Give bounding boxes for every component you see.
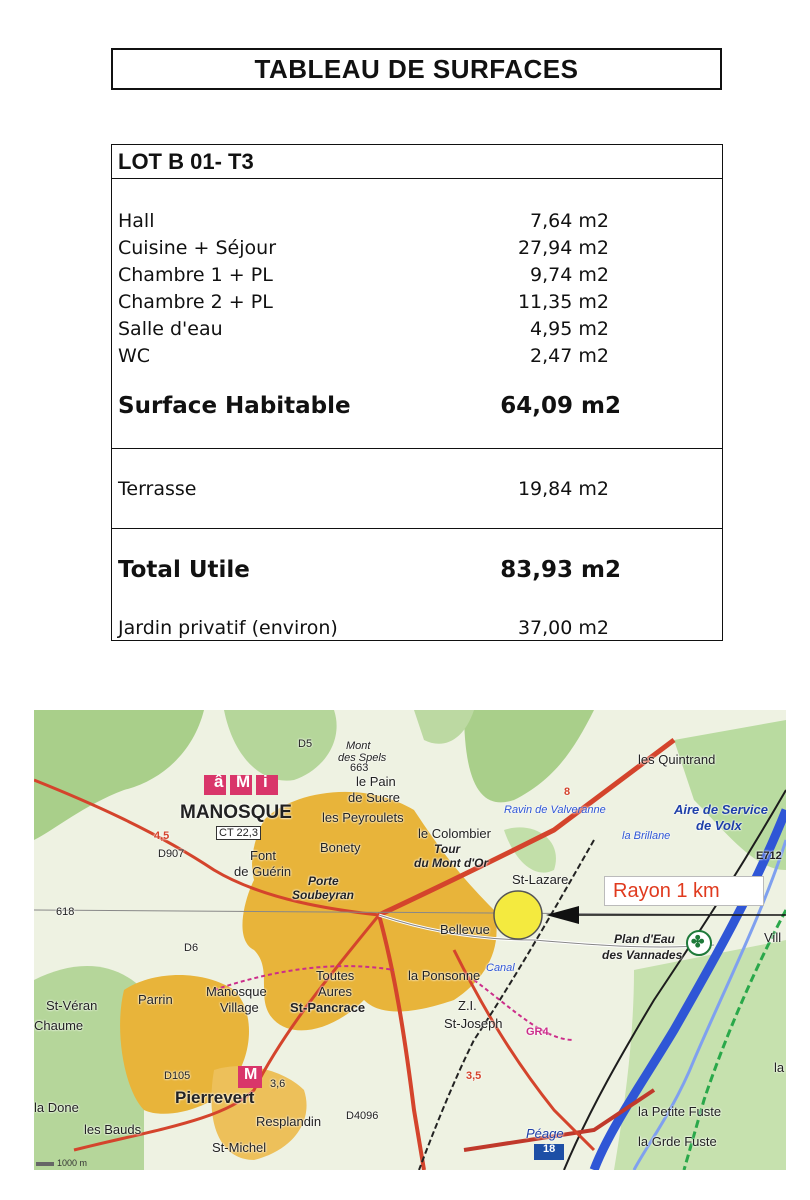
la-petite-fuste-label: la Petite Fuste — [638, 1104, 722, 1119]
manosque-village-label: Village — [220, 1000, 259, 1015]
km-label: 3,5 — [466, 1070, 482, 1082]
tour-label: Tour — [434, 842, 461, 856]
spot-height-label: 3,6 — [270, 1078, 286, 1090]
km-label: 4,5 — [154, 830, 170, 842]
la-ponsonne-label: la Ponsonne — [408, 968, 481, 983]
e712-label: E712 — [756, 850, 782, 862]
la-grde-fuste-label: la Grde Fuste — [638, 1134, 717, 1149]
aire-service-label: Aire de Service — [674, 802, 768, 817]
road-label: D6 — [184, 942, 199, 954]
parrin-label: Parrin — [138, 992, 173, 1007]
page-title: TABLEAU DE SURFACES — [111, 48, 722, 90]
info-icon: â — [214, 772, 224, 791]
porte-soubeyran-label: Porte — [308, 874, 339, 888]
peage-label: Péage — [526, 1126, 564, 1141]
mont-des-spels-label: Mont — [346, 740, 371, 752]
mont-des-spels-label: des Spels — [338, 752, 387, 764]
rooms-list — [118, 208, 722, 370]
location-map — [34, 710, 786, 1170]
spot-height-label: 663 — [350, 762, 369, 774]
divider — [112, 528, 722, 529]
chaume-label: Chaume — [34, 1018, 84, 1033]
bellevue-label: Bellevue — [440, 922, 490, 937]
le-pain-label: de Sucre — [348, 790, 401, 805]
toutes-aures-label: Toutes — [316, 968, 355, 983]
room-row: Salle d'eau 4,95 m2 — [118, 318, 609, 340]
gr4-label: GR4 — [526, 1026, 549, 1038]
road-label: D105 — [164, 1070, 191, 1082]
canal-label: Canal — [486, 962, 515, 974]
km-label: 8 — [564, 786, 571, 798]
room-row: Chambre 2 + PL 11,35 m2 — [118, 291, 609, 313]
font-de-guerin-label: de Guérin — [234, 864, 292, 879]
st-joseph-label: St-Joseph — [444, 1016, 503, 1031]
room-row: WC 2,47 m2 — [118, 345, 609, 367]
road-label: D4096 — [346, 1110, 379, 1122]
le-pain-label: le Pain — [356, 774, 396, 789]
les-bauds-label: les Bauds — [84, 1122, 142, 1137]
le-colombier-label: le Colombier — [418, 826, 491, 841]
zi-label: Z.I. — [458, 998, 477, 1013]
info-icon: i — [263, 772, 268, 791]
divider — [112, 448, 722, 449]
st-lazare-label: St-Lazare — [512, 872, 569, 887]
map-scale: 1000 m — [36, 1158, 87, 1168]
manosque-label: MANOSQUE — [180, 802, 292, 823]
surface-table: LOT B 01- T3 Hall 7,64 m2 Cuisine + Séjour 27,94 m2 Chambre 1 + PL 9,74 m2 Chambre 2 + PL 11,35 m2 Salle d'eau 4,95 m2 WC 2,47 m2 Surface Habitable 64,09 m2 Terrasse 19,84 m2 Total Utile 83,93 m2 Jardin privatif (environ) 37,00 m2 — [111, 144, 723, 641]
a18-label: 18 — [543, 1143, 556, 1155]
marker-icon: M — [244, 1066, 258, 1083]
spot-height-label: 618 — [56, 906, 75, 918]
plan-eau-label: Plan d'Eau — [614, 932, 675, 946]
font-de-guerin-label: Font — [250, 848, 277, 863]
mont-dor-label: du Mont d'Or — [414, 856, 489, 870]
manosque-village-label: Manosque — [206, 984, 267, 999]
waterpark-icon: ✤ — [691, 934, 705, 951]
st-veran-label: St-Véran — [46, 998, 98, 1013]
marker-icon: M — [236, 772, 251, 791]
room-row: Chambre 1 + PL 9,74 m2 — [118, 264, 609, 286]
porte-soubeyran-label: Soubeyran — [292, 888, 355, 902]
st-michel-label: St-Michel — [212, 1140, 267, 1155]
river-label: la Brillane — [622, 830, 671, 842]
les-quintrand-label: les Quintrand — [638, 752, 716, 767]
toutes-aures-label: Aures — [318, 984, 352, 999]
la-done-label: la Done — [34, 1100, 79, 1115]
room-row: Hall 7,64 m2 — [118, 210, 609, 232]
des-vannades-label: des Vannades — [602, 948, 683, 962]
room-row: Cuisine + Séjour 27,94 m2 — [118, 237, 609, 259]
villeneuve-label: Vill — [764, 930, 782, 945]
rayon-label: Rayon 1 km — [604, 876, 764, 906]
de-volx-label: de Volx — [696, 818, 742, 833]
road-label: D5 — [298, 738, 313, 750]
pierrevert-label: Pierrevert — [175, 1088, 255, 1107]
bonety-label: Bonety — [320, 840, 361, 855]
lot-header: LOT B 01- T3 — [112, 145, 722, 179]
place-label: la — [774, 1060, 785, 1075]
les-peyroulets-label: les Peyroulets — [322, 810, 404, 825]
resplandin-label: Resplandin — [256, 1114, 322, 1129]
st-pancrace-label: St-Pancrace — [290, 1000, 366, 1015]
ct-label: CT 22,3 — [216, 826, 261, 840]
river-label: Ravin de Valveranne — [504, 804, 606, 816]
road-label: D907 — [158, 848, 185, 860]
